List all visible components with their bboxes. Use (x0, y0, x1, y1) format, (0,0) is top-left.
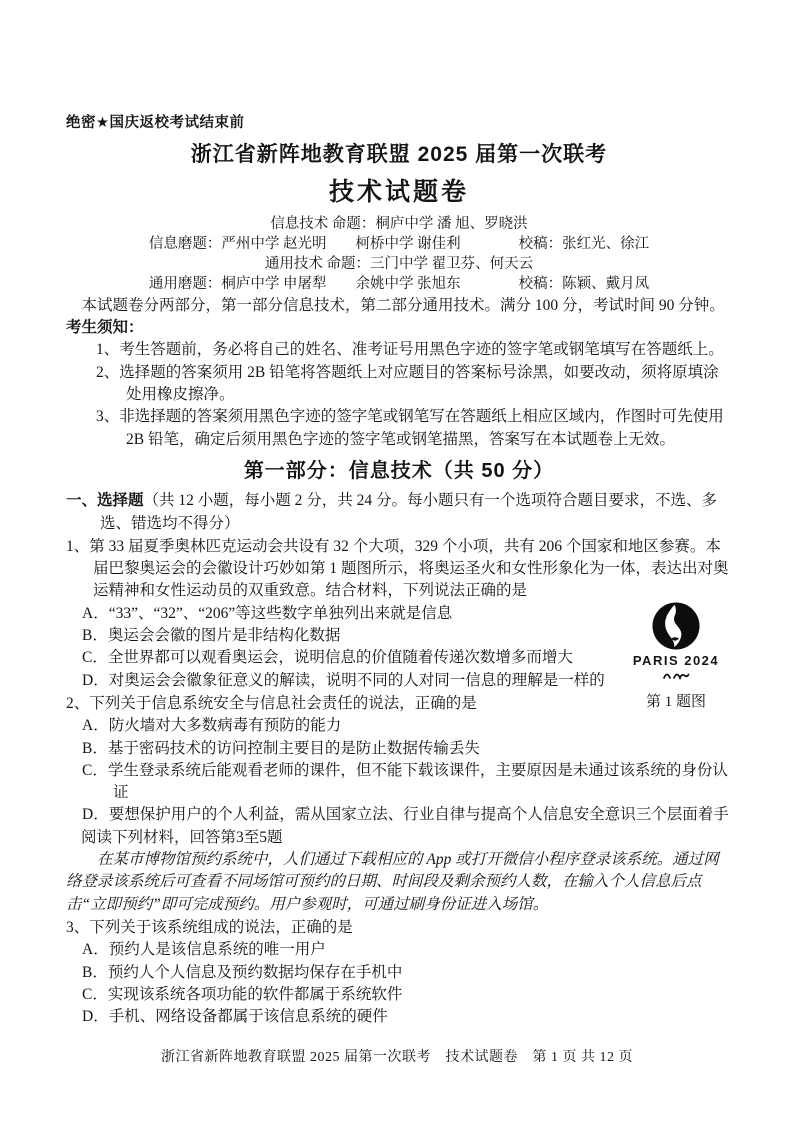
question-2-option-b (66, 738, 732, 760)
question-1 (66, 536, 732, 603)
notice-number: 3、 (96, 408, 120, 426)
option-text: 全世界都可以观看奥运会，说明信息的价值随着传递次数增多而增大 (107, 649, 573, 667)
notice-text: 非选择题的答案须用黑色字迹的签字笔或钢笔写在答题纸上相应区域内，作图时可先使用 2B 铅笔，确定后须用黑色字迹的签字笔或钢笔描黑，答案写在本试题卷上无效。 (119, 408, 724, 448)
page-footer: 浙江省新阵地教育联盟 2025 届第一次联考 技术试题卷 第 1 页 共 12 页 (161, 1050, 633, 1065)
option-label: B． (82, 627, 108, 645)
paris-2024-wordmark: PARIS 2024 (632, 653, 720, 668)
option-text: “33”、“32”、“206”等这些数字单独列出来就是信息 (108, 604, 453, 622)
notice-item-1 (66, 339, 732, 361)
paris-2024-emblem-icon (652, 602, 700, 650)
reading-prompt: 阅读下列材料，回答第3至5题 (81, 828, 283, 846)
exam-note: 本试题卷分两部分，第一部分信息技术，第二部分通用技术。满分 100 分，考试时间 90 分钟。 (81, 296, 725, 314)
credit-line-info-setter: 信息技术 命题：桐庐中学 潘 旭、罗晓洪 (270, 215, 528, 232)
option-text: 奥运会会徽的图片是非结构化数据 (107, 627, 341, 645)
option-label: A． (82, 604, 109, 622)
option-label: A． (82, 717, 109, 735)
option-label: C． (82, 761, 108, 779)
notice-number: 1、 (96, 341, 120, 359)
option-text: 预约人是该信息系统的唯一用户 (108, 941, 326, 959)
question-number: 1、 (66, 537, 90, 555)
question-2-option-c (66, 760, 732, 805)
notice-text: 考生答题前，务必将自己的姓名、准考证号用黑色字迹的签字笔或钢笔填写在答题纸上。 (119, 341, 724, 359)
paper-subtitle: 技术试题卷 (328, 177, 469, 206)
question-type-note: （共 12 小题，每小题 2 分，共 24 分。每小题只有一个选项符合题目要求，不选、多选、错选均不得分） (100, 492, 718, 532)
question-stem: 第 33 届夏季奥林匹克运动会共设有 32 个大项，329 个小项，共有 206 个国家和地区参赛。本届巴黎奥运会的会徽设计巧妙如第 1 题图所示，将奥运圣火和女性形象化为一体，表达出对奥运精神和女性运动员的双重致意。结合材料，下列说法正确的是 (89, 537, 729, 600)
notice-title: 考生须知： (66, 319, 144, 337)
option-text: 学生登录系统后能观看老师的课件，但不能下载该课件，主要原因是未通过该系统的身份认证 (107, 761, 728, 802)
question-2-option-a (66, 715, 732, 737)
material-paragraph: 在某市博物馆预约系统中，人们通过下载相应的 App 或打开微信小程序登录该系统。通过网络登录该系统后可查看不同场馆可预约的日期、时间段及剩余预约人数，在输入个人信息后点击“立即预约”即可完成预约。用户参观时，可通过刷身份证进入场馆。 (66, 851, 719, 913)
question-3-option-a (66, 939, 732, 961)
question-number: 2、 (66, 694, 90, 712)
credits-block (66, 214, 732, 294)
credit-line-general-setter: 通用技术 命题：三门中学 翟卫芬、何天云 (264, 255, 534, 272)
option-text: 要想保护用户的个人利益，需从国家立法、行业自律与提高个人信息安全意识三个层面着手 (108, 806, 729, 824)
credit-line-info-reviewer: 信息磨题：严州中学 赵光明 柯桥中学 谢佳利 校稿：张红光、徐江 (148, 235, 650, 252)
notice-item-3 (66, 406, 732, 451)
notice-text: 选择题的答案须用 2B 铅笔将答题纸上对应题目的答案标号涂黑，如要改动，须将原填涂处用橡皮擦净。 (119, 363, 719, 404)
figure-paris-2024 (616, 602, 736, 711)
figure-caption: 第 1 题图 (645, 694, 706, 710)
question-stem: 下列关于该系统组成的说法，正确的是 (89, 918, 353, 936)
security-classification: 绝密★国庆返校考试结束前 (66, 115, 245, 131)
question-3 (66, 917, 732, 939)
page-content (66, 112, 732, 1028)
question-type-header (66, 490, 732, 535)
option-label: B． (82, 963, 108, 981)
option-label: C． (82, 649, 108, 667)
question-2-option-d (66, 804, 732, 826)
exam-title: 浙江省新阵地教育联盟 2025 届第一次联考 (190, 143, 608, 167)
question-3-option-b (66, 962, 732, 984)
question-3-option-c (66, 984, 732, 1006)
option-label: D． (82, 671, 109, 689)
credit-line-general-reviewer: 通用磨题：桐庐中学 申屠犁 余姚中学 张旭东 校稿：陈颖、戴月凤 (148, 275, 650, 292)
option-text: 基于密码技术的访问控制主要目的是防止数据传输丢失 (107, 739, 480, 757)
option-label: A． (82, 941, 109, 959)
option-label: B． (82, 739, 108, 757)
option-text: 手机、网络设备都属于该信息系统的硬件 (108, 1008, 388, 1026)
option-label: D． (82, 806, 109, 824)
question-stem: 下列关于信息系统安全与信息社会责任的说法，正确的是 (89, 694, 477, 712)
option-label: D． (82, 1008, 109, 1026)
option-label: C． (82, 985, 108, 1003)
question-number: 3、 (66, 918, 90, 936)
option-text: 防火墙对大多数病毒有预防的能力 (108, 717, 342, 735)
notice-number: 2、 (96, 363, 120, 381)
option-text: 对奥运会会徽象征意义的解读，说明不同的人对同一信息的理解是一样的 (108, 671, 605, 689)
section-title: 第一部分：信息技术（共 50 分） (243, 459, 555, 482)
option-text: 实现该系统各项功能的软件都属于系统软件 (107, 985, 403, 1003)
question-3-option-d (66, 1006, 732, 1028)
olympic-mark-icon (660, 669, 692, 681)
notice-item-2 (66, 362, 732, 407)
question-type-label: 一、选择题 (66, 492, 144, 510)
option-text: 预约人个人信息及预约数据均保存在手机中 (107, 963, 403, 981)
